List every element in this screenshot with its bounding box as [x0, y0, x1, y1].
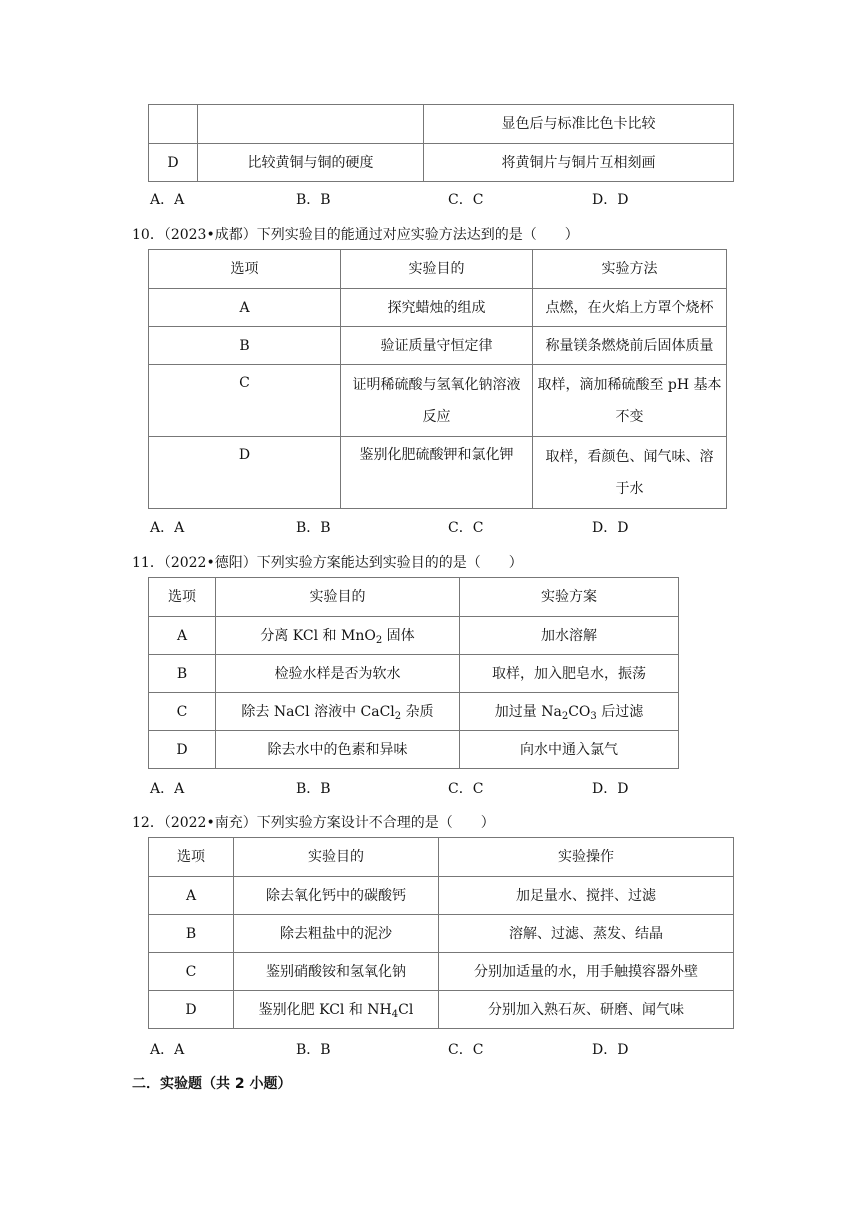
table-cell: 分别加入熟石灰、研磨、闻气味	[439, 991, 734, 1029]
table-cell	[216, 693, 460, 731]
table-cell: 鉴别硝酸铵和氢氧化钠	[234, 953, 439, 991]
question-11-stem: 11．（2022•德阳）下列实验方案能达到实验目的的是（ ）	[132, 555, 523, 571]
table-header: 实验方案	[460, 578, 679, 617]
question-12-stem: 12．（2022•南充）下列实验方案设计不合理的是（ ）	[132, 815, 495, 831]
choice-b[interactable]: B．B	[296, 192, 331, 208]
table-header: 实验目的	[234, 838, 439, 877]
subscript: 2	[394, 710, 402, 722]
choice-b[interactable]: B．B	[296, 520, 331, 536]
subscript: 3	[590, 710, 597, 722]
table-cell: A	[149, 617, 216, 655]
subscript: 2	[561, 710, 569, 722]
table-cell: A	[149, 877, 234, 915]
cell-line: 于水	[615, 480, 644, 497]
table-cell: D	[149, 144, 198, 182]
choice-d[interactable]: D．D	[592, 781, 629, 797]
table-header: 选项	[149, 250, 341, 289]
cell-line: 反应	[422, 408, 451, 425]
table-cell: B	[149, 915, 234, 953]
table-cell	[149, 105, 198, 144]
table-header: 实验目的	[341, 250, 533, 289]
table-cell: B	[149, 327, 341, 365]
table-cell: 点燃，在火焰上方罩个烧杯	[533, 289, 727, 327]
formula-text: 杂质	[401, 703, 434, 720]
table-cell: 除去氧化钙中的碳酸钙	[234, 877, 439, 915]
table-header: 实验目的	[216, 578, 460, 617]
formula-text: 鉴别化肥 KCl 和 NH	[258, 1001, 392, 1018]
cell-line: 证明稀硫酸与氢氧化钠溶液	[352, 376, 521, 393]
table-header: 实验方法	[533, 250, 727, 289]
choice-a[interactable]: A．A	[150, 192, 185, 208]
table-cell	[460, 693, 679, 731]
table-cell: 探究蜡烛的组成	[341, 289, 533, 327]
table-header: 实验操作	[439, 838, 734, 877]
choice-b[interactable]: B．B	[296, 1042, 331, 1058]
section-heading: 二．实验题（共 2 小题）	[132, 1076, 292, 1092]
table-cell	[198, 105, 424, 144]
table-cell	[216, 617, 460, 655]
formula-text: 后过滤	[596, 703, 644, 720]
choice-a[interactable]: A．A	[150, 520, 185, 536]
table-cell: 显色后与标准比色卡比较	[424, 105, 734, 144]
table-header: 选项	[149, 838, 234, 877]
choice-c[interactable]: C．C	[448, 192, 484, 208]
subscript: 4	[391, 1008, 399, 1020]
choice-d[interactable]: D．D	[592, 192, 629, 208]
cell-line: 不变	[615, 408, 644, 425]
cell-line: 取样，滴加稀硫酸至 pH 基本	[537, 376, 722, 393]
table-cell: 除去水中的色素和异味	[216, 731, 460, 769]
choice-d[interactable]: D．D	[592, 1042, 629, 1058]
formula-text: 除去 NaCl 溶液中 CaCl	[241, 703, 395, 720]
table-cell	[341, 365, 533, 437]
table-cell: B	[149, 655, 216, 693]
table-cell: 比较黄铜与铜的硬度	[198, 144, 424, 182]
choice-d[interactable]: D．D	[592, 520, 629, 536]
table-cell: 称量镁条燃烧前后固体质量	[533, 327, 727, 365]
table-header: 选项	[149, 578, 216, 617]
choice-c[interactable]: C．C	[448, 520, 484, 536]
table-cell: C	[149, 365, 341, 437]
table-cell: 检验水样是否为软水	[216, 655, 460, 693]
formula-text: CO	[568, 703, 591, 720]
table-cell	[533, 437, 727, 509]
table-cell: C	[149, 953, 234, 991]
table-cell: 鉴别化肥硫酸钾和氯化钾	[341, 437, 533, 509]
table-cell: 分别加适量的水，用手触摸容器外壁	[439, 953, 734, 991]
q12-table	[148, 837, 734, 1029]
choice-a[interactable]: A．A	[150, 1042, 185, 1058]
q11-table	[148, 577, 679, 769]
table-cell: D	[149, 731, 216, 769]
table-cell: 加足量水、搅拌、过滤	[439, 877, 734, 915]
table-cell: 验证质量守恒定律	[341, 327, 533, 365]
formula-text: 分离 KCl 和 MnO	[260, 627, 376, 644]
table-cell: 加水溶解	[460, 617, 679, 655]
table-cell: D	[149, 437, 341, 509]
choice-b[interactable]: B．B	[296, 781, 331, 797]
q9-table	[148, 104, 734, 182]
table-cell	[234, 991, 439, 1029]
formula-text: 固体	[382, 627, 415, 644]
table-cell: 取样，加入肥皂水，振荡	[460, 655, 679, 693]
subscript: 2	[375, 634, 383, 646]
choice-c[interactable]: C．C	[448, 1042, 484, 1058]
formula-text: 加过量 Na	[494, 703, 562, 720]
table-cell: 溶解、过滤、蒸发、结晶	[439, 915, 734, 953]
table-cell: A	[149, 289, 341, 327]
choice-a[interactable]: A．A	[150, 781, 185, 797]
question-10-stem: 10．（2023•成都）下列实验目的能通过对应实验方法达到的是（ ）	[132, 227, 579, 243]
cell-line: 取样，看颜色、闻气味、溶	[545, 448, 714, 465]
table-cell: 除去粗盐中的泥沙	[234, 915, 439, 953]
table-cell: C	[149, 693, 216, 731]
choice-c[interactable]: C．C	[448, 781, 484, 797]
table-cell: D	[149, 991, 234, 1029]
formula-text: Cl	[398, 1001, 414, 1018]
q10-table	[148, 249, 727, 509]
table-cell: 将黄铜片与铜片互相刻画	[424, 144, 734, 182]
table-cell: 向水中通入氯气	[460, 731, 679, 769]
table-cell	[533, 365, 727, 437]
